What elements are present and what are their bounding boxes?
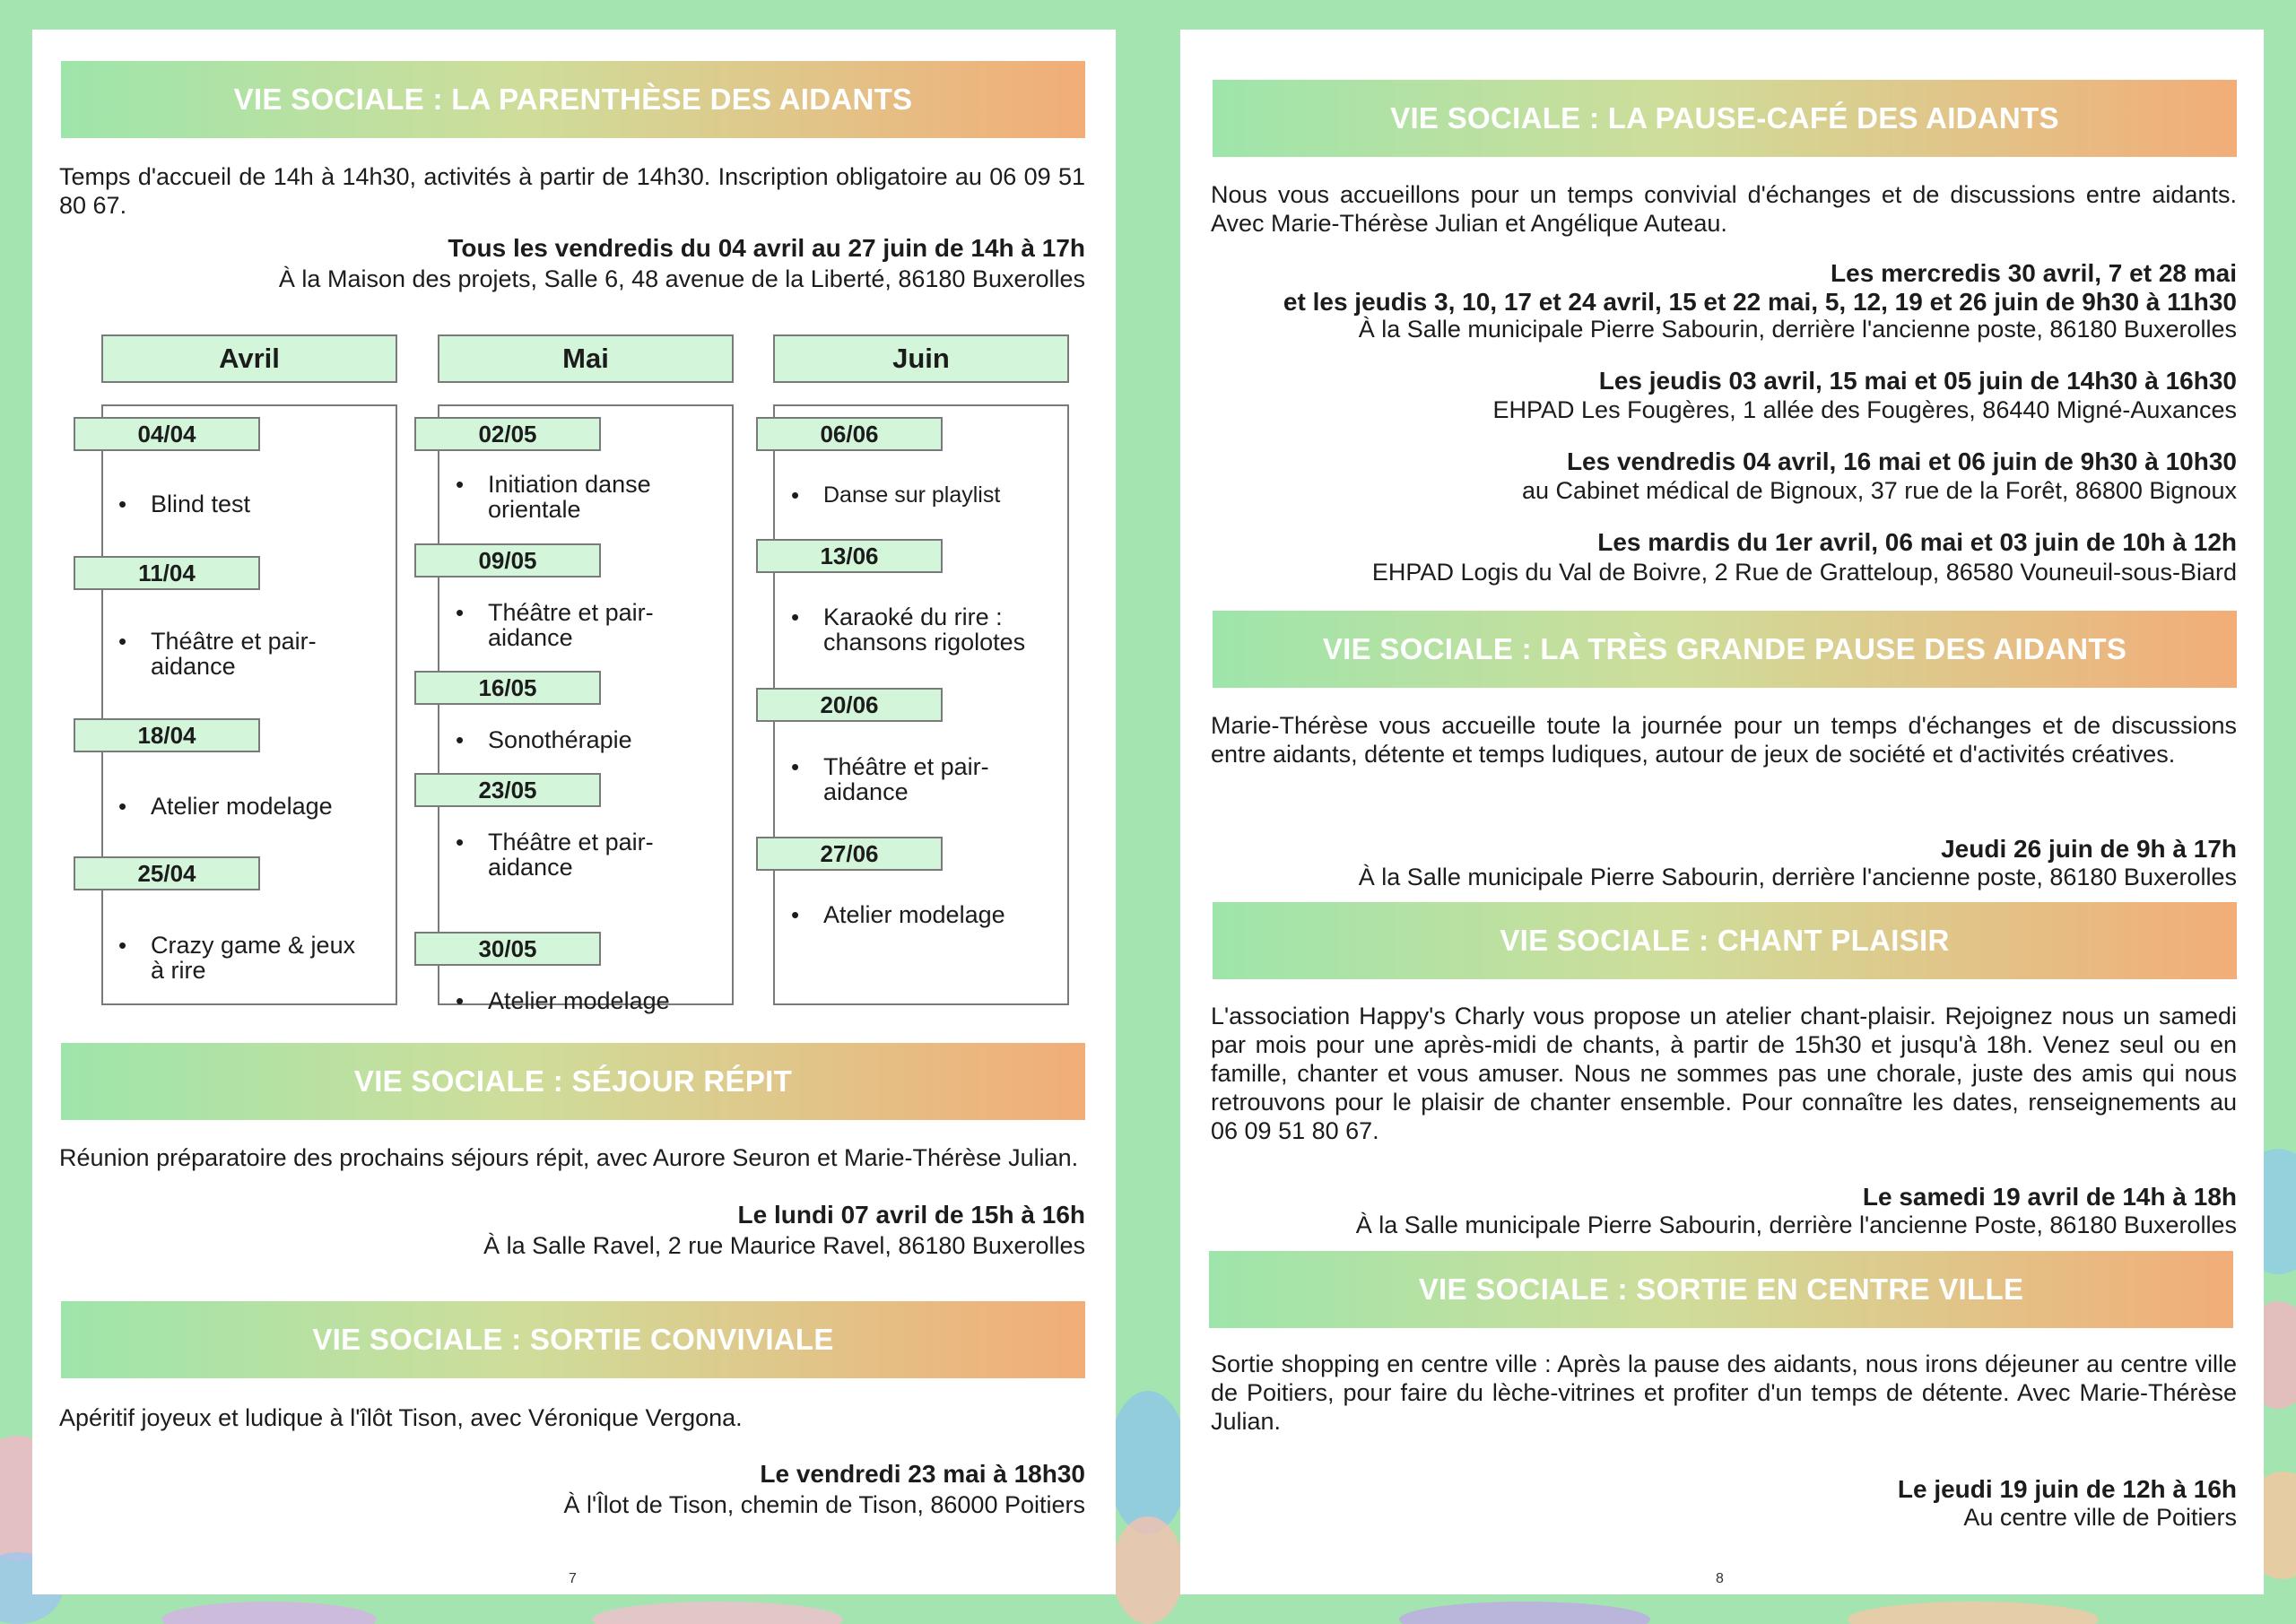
event-location: EHPAD Les Fougères, 1 allée des Fougères, 86440 Migné-Auxances <box>1492 396 2237 423</box>
date-tag: 30/05 <box>414 932 601 966</box>
event-location: À la Salle municipale Pierre Sabourin, derrière l'ancienne Poste, 86180 Buxerolles <box>1355 1211 2237 1238</box>
month-header: Avril <box>101 334 397 383</box>
activity-item: • Atelier modelage <box>778 902 1048 927</box>
section-description: Réunion préparatoire des prochains séjours répit, avec Aurore Seuron et Marie-Thérèse Julian. <box>59 1144 1079 1171</box>
section-description: Marie-Thérèse vous accueille toute la journée pour un temps d'échanges et de discussions entre aidants, détente et temps ludiques, autour de jeux de société et d'activités créatives. <box>1211 712 2237 768</box>
event-schedule: Le samedi 19 avril de 14h à 18h <box>1862 1183 2237 1211</box>
activity-item: • Karaoké du rire : chansons rigolotes <box>778 604 1048 655</box>
activity-item: • Danse sur playlist <box>778 482 1048 508</box>
date-tag: 20/06 <box>756 688 943 722</box>
activity-item: • Sonothérapie <box>443 727 694 752</box>
event-location: À la Salle Ravel, 2 rue Maurice Ravel, 86180 Buxerolles <box>483 1232 1085 1259</box>
activity-item: • Atelier modelage <box>106 794 375 819</box>
section-title: VIE SOCIALE : SÉJOUR RÉPIT <box>353 1064 793 1098</box>
section-title: VIE SOCIALE : LA TRÈS GRANDE PAUSE DES AIDANTS <box>1322 632 2127 665</box>
event-schedule: Jeudi 26 juin de 9h à 17h <box>1941 835 2237 863</box>
section-banner-sejour <box>61 1043 1085 1120</box>
section-description: Sortie shopping en centre ville : Après la pause des aidants, nous irons déjeuner au centre ville de Poitiers, pour faire du lèche-vitrines et profiter d'un temps de détente. Avec Marie-Thérèse Julian. <box>1211 1350 2237 1435</box>
event-schedule: Le vendredi 23 mai à 18h30 <box>760 1460 1085 1488</box>
event-location: À l'Îlot de Tison, chemin de Tison, 86000 Poitiers <box>563 1491 1085 1518</box>
section-banner-pause-cafe <box>1213 80 2237 157</box>
month-header: Mai <box>438 334 734 383</box>
section-banner-centre-ville <box>1209 1251 2233 1328</box>
event-schedule: Le lundi 07 avril de 15h à 16h <box>737 1201 1085 1229</box>
section-description: Temps d'accueil de 14h à 14h30, activités à partir de 14h30. Inscription obligatoire au 06 09 51 80 67. <box>59 163 1085 219</box>
section-banner-parenthese <box>61 61 1085 138</box>
event-schedule: Les mercredis 30 avril, 7 et 28 mai <box>1831 259 2237 287</box>
event-location: au Cabinet médical de Bignoux, 37 rue de la Forêt, 86800 Bignoux <box>1521 477 2237 504</box>
event-schedule: et les jeudis 3, 10, 17 et 24 avril, 15 et 22 mai, 5, 12, 19 et 26 juin de 9h30 à 11h30 <box>1283 288 2237 316</box>
section-banner-chant <box>1213 902 2237 979</box>
date-tag: 25/04 <box>74 856 260 890</box>
page-number: 8 <box>1716 1571 1724 1586</box>
section-description: Nous vous accueillons pour un temps convivial d'échanges et de discussions entre aidants. Avec Marie-Thérèse Julian et Angélique Auteau. <box>1211 181 2237 237</box>
date-tag: 27/06 <box>756 837 943 871</box>
section-description: L'association Happy's Charly vous propose un atelier chant-plaisir. Rejoignez nous un samedi par mois pour une après-midi de chants, à partir de 15h30 et jusqu'à 18h. Venez seul ou en famille, chanter et vous amuser. Nous ne sommes pas une chorale, juste des amis qui nous retrouvons pour le plaisir de chanter ensemble. Pour connaître les dates, renseignements au 06 09 51 80 67. <box>1211 1003 2237 1144</box>
left-page <box>32 30 1116 1594</box>
section-title: VIE SOCIALE : SORTIE EN CENTRE VILLE <box>1418 1272 2024 1306</box>
page-number: 7 <box>569 1571 577 1586</box>
event-location: À la Maison des projets, Salle 6, 48 avenue de la Liberté, 86180 Buxerolles <box>278 265 1085 292</box>
event-location: À la Salle municipale Pierre Sabourin, derrière l'ancienne poste, 86180 Buxerolles <box>1358 316 2237 343</box>
event-location: EHPAD Logis du Val de Boivre, 2 Rue de Gratteloup, 86580 Vouneuil-sous-Biard <box>1371 559 2237 586</box>
event-schedule: Les mardis du 1er avril, 06 mai et 03 juin de 10h à 12h <box>1597 528 2237 556</box>
activity-item: • Théâtre et pair-aidance <box>443 829 667 880</box>
date-tag: 06/06 <box>756 417 943 451</box>
date-tag: 18/04 <box>74 718 260 752</box>
section-title: VIE SOCIALE : LA PAUSE-CAFÉ DES AIDANTS <box>1390 101 2059 135</box>
event-schedule: Les vendredis 04 avril, 16 mai et 06 juin de 9h30 à 10h30 <box>1566 447 2237 475</box>
month-header: Juin <box>773 334 1069 383</box>
date-tag: 11/04 <box>74 556 260 590</box>
activity-item: • Atelier modelage <box>443 988 694 1013</box>
date-tag: 23/05 <box>414 773 601 807</box>
section-banner-grande-pause <box>1213 611 2237 688</box>
activity-item: • Théâtre et pair-aidance <box>443 600 667 650</box>
event-schedule: Les jeudis 03 avril, 15 mai et 05 juin de 14h30 à 16h30 <box>1598 367 2237 395</box>
date-tag: 16/05 <box>414 671 601 705</box>
date-tag: 13/06 <box>756 539 943 573</box>
activity-item: • Théâtre et pair-aidance <box>106 629 330 679</box>
section-banner-conviviale <box>61 1301 1085 1378</box>
activity-item: • Initiation danse orientale <box>443 472 667 522</box>
event-location: À la Salle municipale Pierre Sabourin, derrière l'ancienne poste, 86180 Buxerolles <box>1358 864 2237 890</box>
date-tag: 02/05 <box>414 417 601 451</box>
section-title: VIE SOCIALE : SORTIE CONVIVIALE <box>312 1323 834 1356</box>
activity-item: • Blind test <box>106 491 375 517</box>
event-schedule: Le jeudi 19 juin de 12h à 16h <box>1897 1475 2237 1503</box>
date-tag: 09/05 <box>414 543 601 578</box>
activity-item: • Crazy game & jeux à rire <box>106 933 357 983</box>
section-title: VIE SOCIALE : LA PARENTHÈSE DES AIDANTS <box>233 83 913 116</box>
date-tag: 04/04 <box>74 417 260 451</box>
section-description: Apéritif joyeux et ludique à l'îlôt Tison, avec Véronique Vergona. <box>59 1404 743 1431</box>
activity-item: • Théâtre et pair-aidance <box>778 754 1003 804</box>
event-location: Au centre ville de Poitiers <box>1963 1504 2237 1531</box>
section-title: VIE SOCIALE : CHANT PLAISIR <box>1500 924 1950 957</box>
event-schedule: Tous les vendredis du 04 avril au 27 juin de 14h à 17h <box>448 234 1085 262</box>
right-page <box>1180 30 2264 1594</box>
